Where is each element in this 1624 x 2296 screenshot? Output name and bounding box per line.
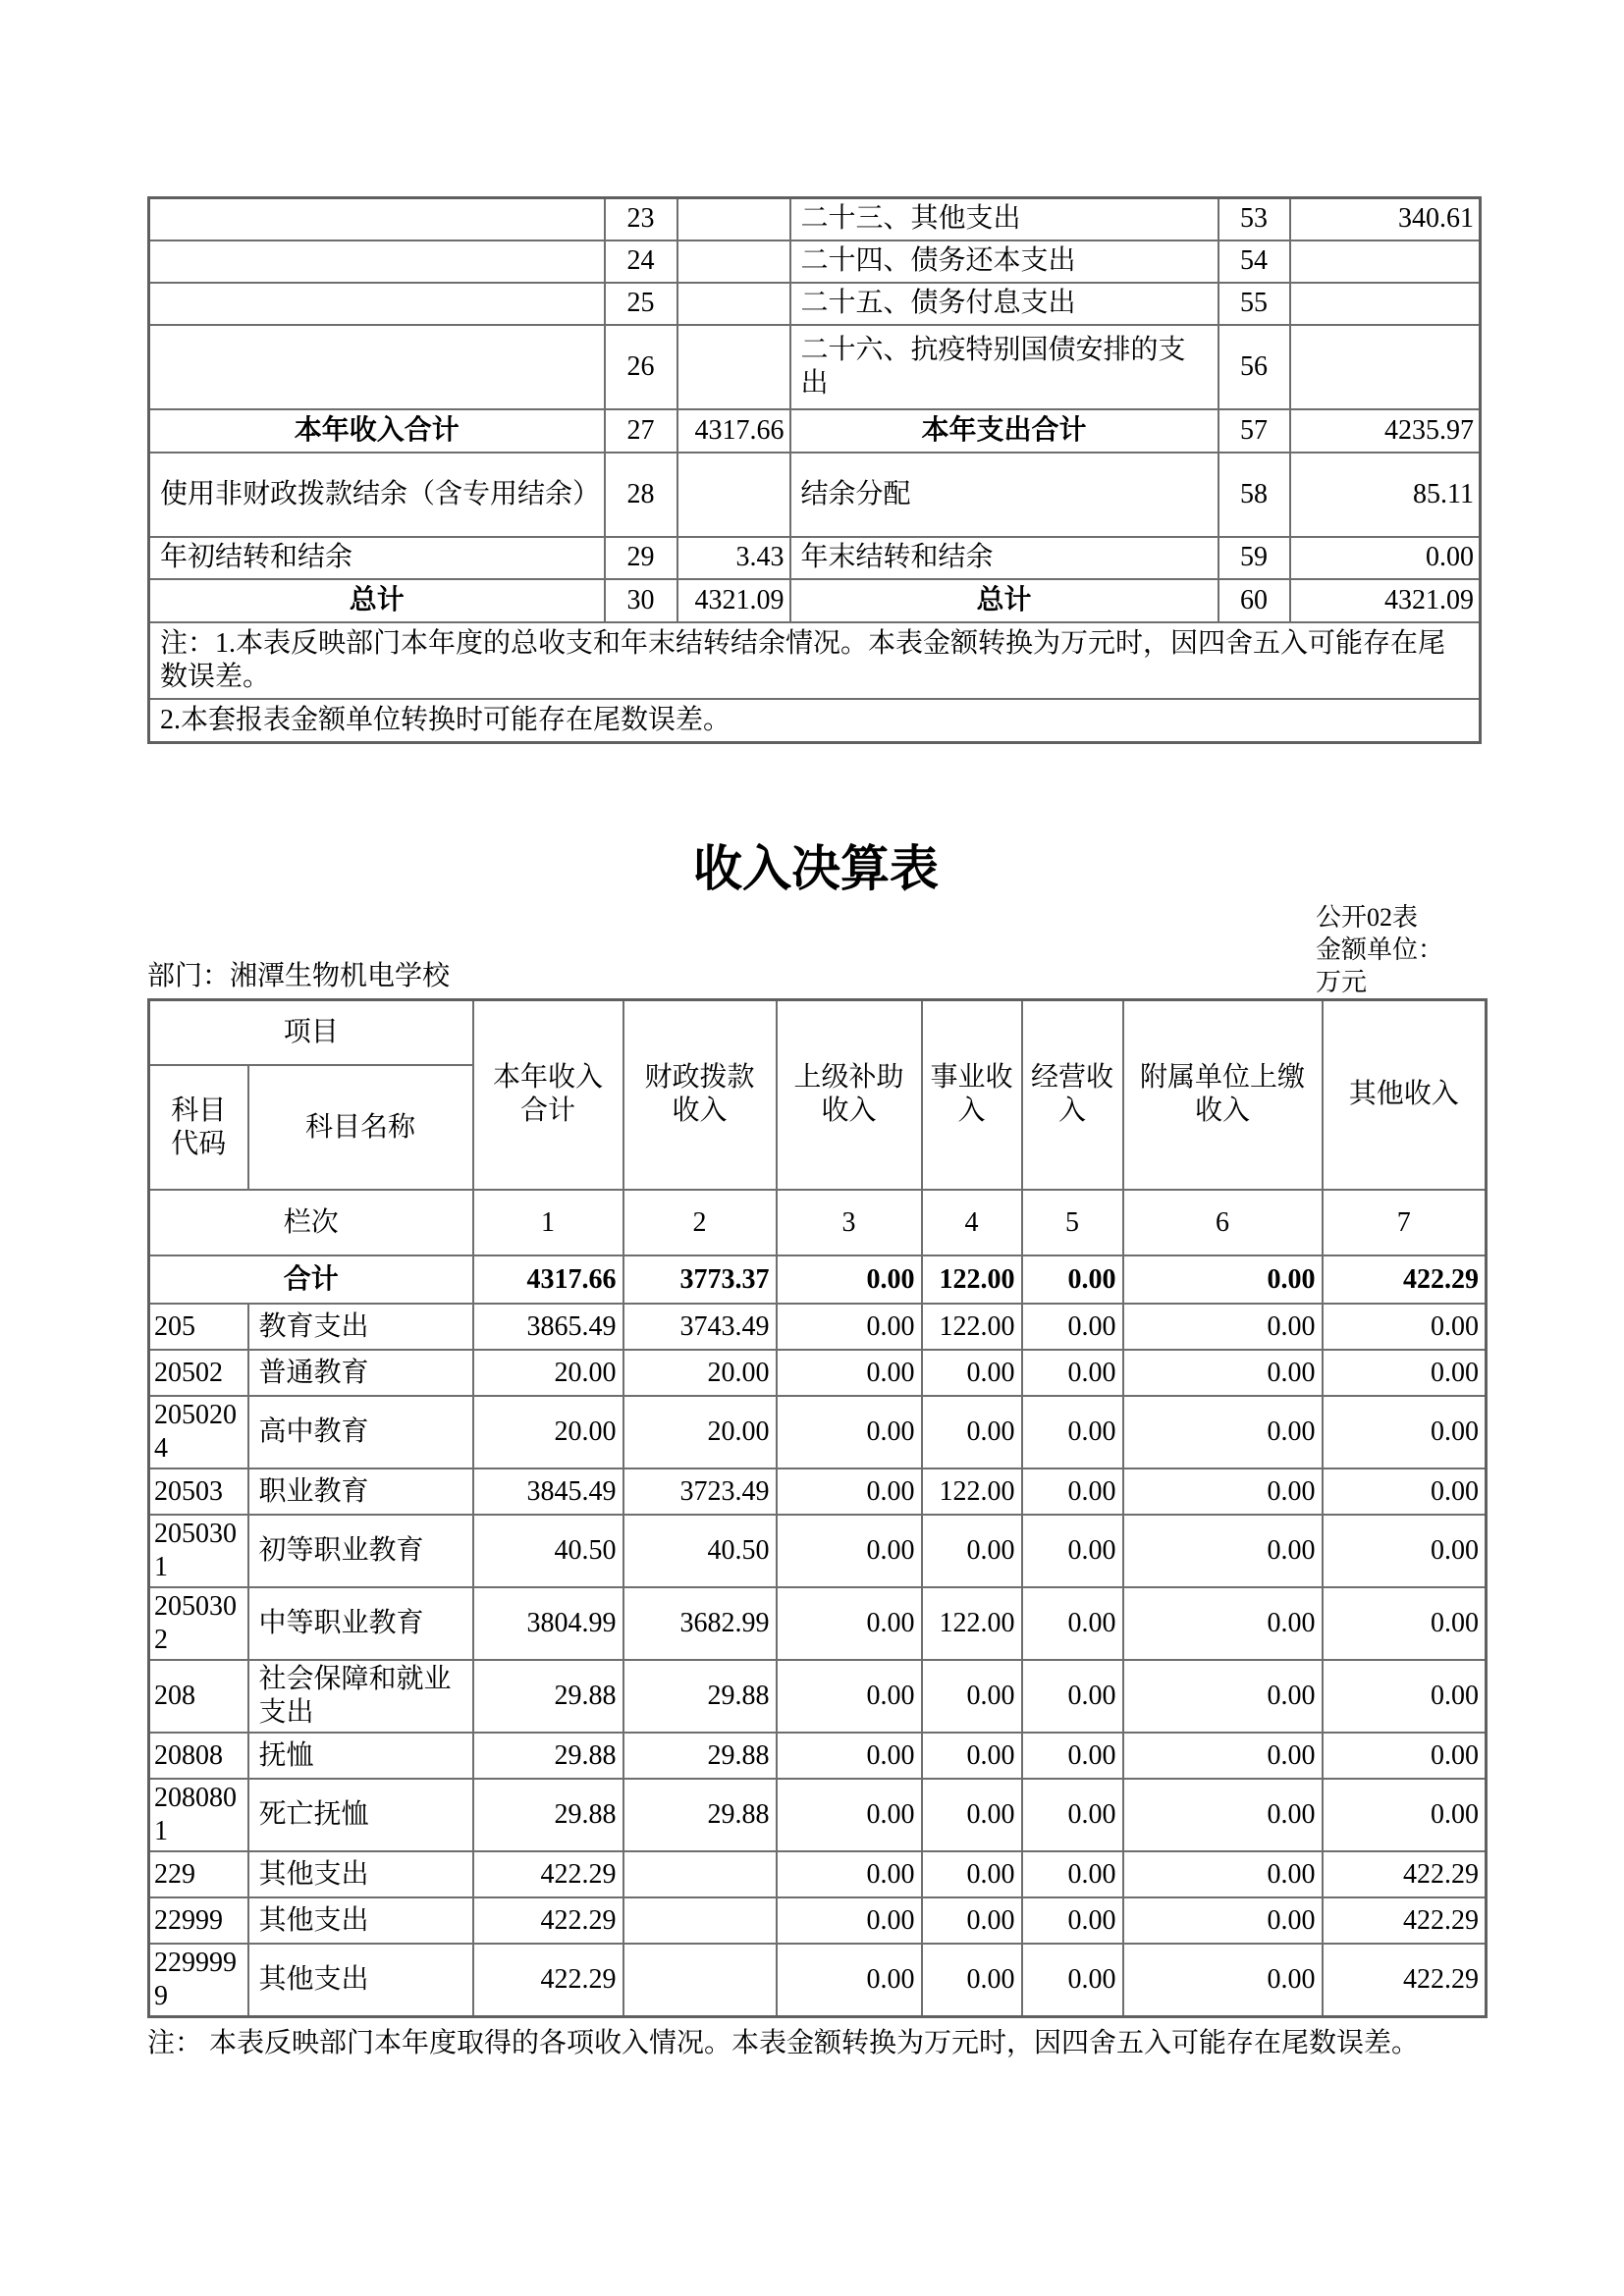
income-item-cell — [149, 198, 605, 240]
table-row — [149, 1660, 1487, 1733]
value-cell: 0.00 — [777, 1255, 922, 1304]
value-cell: 0.00 — [1123, 1587, 1323, 1660]
value-cell: 29.88 — [623, 1660, 777, 1733]
value-cell: 0.00 — [1022, 1468, 1123, 1515]
subject-name-cell: 初等职业教育 — [248, 1515, 473, 1587]
value-cell: 29.88 — [623, 1733, 777, 1779]
value-cell: 0.00 — [1123, 1779, 1323, 1851]
line-no-cell: 59 — [1218, 537, 1290, 579]
subject-name-cell: 其他支出 — [248, 1851, 473, 1897]
line-no-cell: 23 — [605, 198, 677, 240]
value-cell: 122.00 — [922, 1468, 1022, 1515]
table-row — [149, 1304, 1487, 1350]
value-cell: 0.00 — [1022, 1396, 1123, 1468]
income-item-cell: 年初结转和结余 — [149, 537, 605, 579]
subject-code-cell: 2050302 — [149, 1587, 248, 1660]
value-cell: 29.88 — [623, 1779, 777, 1851]
value-cell — [623, 1944, 777, 2017]
lane-number: 4 — [922, 1190, 1022, 1255]
value-cell: 29.88 — [473, 1733, 623, 1779]
expense-item-cell: 二十五、债务付息支出 — [790, 283, 1218, 325]
value-cell: 0.00 — [1022, 1851, 1123, 1897]
total-label: 合计 — [149, 1255, 473, 1304]
table-row — [149, 1468, 1487, 1515]
line-no-cell: 25 — [605, 283, 677, 325]
subject-name-cell: 中等职业教育 — [248, 1587, 473, 1660]
amount-cell: 4235.97 — [1290, 409, 1481, 453]
amount-cell: 340.61 — [1290, 198, 1481, 240]
expense-item-cell: 二十四、债务还本支出 — [790, 240, 1218, 283]
value-cell: 0.00 — [777, 1304, 922, 1350]
line-no-cell: 57 — [1218, 409, 1290, 453]
value-cell: 0.00 — [777, 1468, 922, 1515]
subject-name-cell: 死亡抚恤 — [248, 1779, 473, 1851]
value-cell: 0.00 — [1123, 1897, 1323, 1944]
value-cell: 0.00 — [922, 1350, 1022, 1396]
value-cell: 40.50 — [473, 1515, 623, 1587]
income-item-cell — [149, 325, 605, 409]
income-item-cell — [149, 283, 605, 325]
lane-number: 6 — [1123, 1190, 1323, 1255]
value-cell: 0.00 — [1123, 1396, 1323, 1468]
value-cell: 0.00 — [1323, 1468, 1487, 1515]
value-cell: 0.00 — [777, 1944, 922, 2017]
value-cell: 29.88 — [473, 1660, 623, 1733]
value-cell: 0.00 — [1022, 1350, 1123, 1396]
subject-code-cell: 2299999 — [149, 1944, 248, 2017]
table-row — [149, 537, 1481, 579]
value-cell: 0.00 — [1323, 1660, 1487, 1733]
line-no-cell: 28 — [605, 453, 677, 537]
value-cell: 0.00 — [1123, 1468, 1323, 1515]
table-row — [149, 622, 1481, 699]
subject-name-cell: 其他支出 — [248, 1944, 473, 2017]
amount-cell — [677, 198, 790, 240]
amount-cell — [677, 325, 790, 409]
subject-name-cell: 抚恤 — [248, 1733, 473, 1779]
department-label: 部门：湘潭生物机电学校 — [147, 960, 451, 991]
project-header: 项目 — [149, 999, 473, 1065]
value-cell: 3682.99 — [623, 1587, 777, 1660]
value-cell: 40.50 — [623, 1515, 777, 1587]
table-row — [149, 409, 1481, 453]
value-cell: 20.00 — [473, 1350, 623, 1396]
lane-number: 7 — [1323, 1190, 1487, 1255]
value-cell: 0.00 — [777, 1851, 922, 1897]
table-row — [149, 453, 1481, 537]
line-no-cell: 24 — [605, 240, 677, 283]
line-no-cell: 26 — [605, 325, 677, 409]
value-cell: 0.00 — [1123, 1255, 1323, 1304]
amount-cell — [1290, 325, 1481, 409]
table-meta-block — [1316, 901, 1485, 998]
value-cell: 3723.49 — [623, 1468, 777, 1515]
table-code-label: 公开02表 — [1316, 902, 1419, 932]
table-meta-row — [147, 901, 1485, 998]
subject-code-cell: 22999 — [149, 1897, 248, 1944]
subject-code-header: 科目代码 — [149, 1065, 248, 1190]
table-row — [149, 1897, 1487, 1944]
amount-cell: 3.43 — [677, 537, 790, 579]
income-item-cell: 使用非财政拨款结余（含专用结余） — [149, 453, 605, 537]
lane-number: 2 — [623, 1190, 777, 1255]
value-cell: 422.29 — [1323, 1851, 1487, 1897]
expense-item-cell: 二十三、其他支出 — [790, 198, 1218, 240]
subject-code-cell: 2080801 — [149, 1779, 248, 1851]
value-cell: 422.29 — [473, 1944, 623, 2017]
value-cell: 0.00 — [777, 1515, 922, 1587]
value-cell: 122.00 — [922, 1255, 1022, 1304]
lane-header: 栏次 — [149, 1190, 473, 1255]
table-row — [149, 1733, 1487, 1779]
expense-total-label: 本年支出合计 — [790, 409, 1218, 453]
amount-cell — [677, 453, 790, 537]
value-cell: 0.00 — [1323, 1350, 1487, 1396]
column-header-affiliate-remittance: 附属单位上缴收入 — [1123, 999, 1323, 1190]
value-cell: 0.00 — [1123, 1944, 1323, 2017]
expense-item-cell: 年末结转和结余 — [790, 537, 1218, 579]
grand-total-label: 总计 — [790, 579, 1218, 622]
value-cell: 3845.49 — [473, 1468, 623, 1515]
line-no-cell: 29 — [605, 537, 677, 579]
value-cell: 0.00 — [1323, 1779, 1487, 1851]
subject-code-cell: 208 — [149, 1660, 248, 1733]
subject-name-cell: 其他支出 — [248, 1897, 473, 1944]
table-header-row — [149, 1190, 1487, 1255]
value-cell: 29.88 — [473, 1779, 623, 1851]
amount-cell: 4317.66 — [677, 409, 790, 453]
amount-cell: 0.00 — [1290, 537, 1481, 579]
expense-item-cell: 二十六、抗疫特别国债安排的支出 — [790, 325, 1218, 409]
value-cell: 0.00 — [922, 1515, 1022, 1587]
table-row-total — [149, 1255, 1487, 1304]
line-no-cell: 53 — [1218, 198, 1290, 240]
value-cell: 0.00 — [777, 1897, 922, 1944]
subject-name-header: 科目名称 — [248, 1065, 473, 1190]
value-cell: 0.00 — [777, 1396, 922, 1468]
subject-code-cell: 20503 — [149, 1468, 248, 1515]
value-cell: 422.29 — [473, 1897, 623, 1944]
value-cell: 3773.37 — [623, 1255, 777, 1304]
value-cell: 0.00 — [777, 1350, 922, 1396]
value-cell: 0.00 — [1022, 1587, 1123, 1660]
value-cell: 0.00 — [922, 1660, 1022, 1733]
subject-name-cell: 职业教育 — [248, 1468, 473, 1515]
subject-name-cell: 高中教育 — [248, 1396, 473, 1468]
table-row — [149, 325, 1481, 409]
value-cell: 0.00 — [1323, 1304, 1487, 1350]
value-cell: 0.00 — [922, 1851, 1022, 1897]
grand-total-label: 总计 — [149, 579, 605, 622]
subject-code-cell: 2050301 — [149, 1515, 248, 1587]
value-cell: 0.00 — [777, 1779, 922, 1851]
value-cell: 122.00 — [922, 1304, 1022, 1350]
column-header-total-income: 本年收入合计 — [473, 999, 623, 1190]
value-cell: 122.00 — [922, 1587, 1022, 1660]
line-no-cell: 30 — [605, 579, 677, 622]
table-row — [149, 240, 1481, 283]
unit-value: 万元 — [1316, 967, 1368, 996]
column-header-operational-income: 事业收入 — [922, 999, 1022, 1190]
lane-number: 3 — [777, 1190, 922, 1255]
value-cell: 0.00 — [1123, 1660, 1323, 1733]
value-cell: 0.00 — [922, 1733, 1022, 1779]
summary-balance-table — [147, 196, 1482, 744]
amount-cell — [1290, 283, 1481, 325]
amount-cell — [677, 240, 790, 283]
amount-cell — [1290, 240, 1481, 283]
value-cell: 0.00 — [1323, 1733, 1487, 1779]
table-row — [149, 699, 1481, 743]
value-cell: 0.00 — [1022, 1944, 1123, 2017]
table-row — [149, 1515, 1487, 1587]
line-no-cell: 55 — [1218, 283, 1290, 325]
table-note-1: 注：1.本表反映部门本年度的总收支和年末结转结余情况。本表金额转换为万元时，因四舍五入可能存在尾数误差。 — [149, 622, 1481, 699]
amount-cell: 4321.09 — [1290, 579, 1481, 622]
value-cell: 0.00 — [1022, 1779, 1123, 1851]
value-cell — [623, 1851, 777, 1897]
table-header-row — [149, 999, 1487, 1065]
value-cell: 0.00 — [1123, 1350, 1323, 1396]
value-cell: 0.00 — [1022, 1733, 1123, 1779]
value-cell — [623, 1897, 777, 1944]
line-no-cell: 54 — [1218, 240, 1290, 283]
table-row — [149, 1587, 1487, 1660]
table-note-2: 2.本套报表金额单位转换时可能存在尾数误差。 — [149, 699, 1481, 743]
value-cell: 0.00 — [1123, 1733, 1323, 1779]
value-cell: 20.00 — [623, 1350, 777, 1396]
page-title: 收入决算表 — [693, 840, 939, 896]
table-row — [149, 579, 1481, 622]
subject-code-cell: 20808 — [149, 1733, 248, 1779]
line-no-cell: 56 — [1218, 325, 1290, 409]
value-cell: 0.00 — [1123, 1851, 1323, 1897]
value-cell: 3743.49 — [623, 1304, 777, 1350]
value-cell: 3804.99 — [473, 1587, 623, 1660]
subject-code-cell: 20502 — [149, 1350, 248, 1396]
value-cell: 0.00 — [1022, 1515, 1123, 1587]
amount-cell — [677, 283, 790, 325]
subject-code-cell: 2050204 — [149, 1396, 248, 1468]
value-cell: 0.00 — [1022, 1660, 1123, 1733]
value-cell: 422.29 — [1323, 1255, 1487, 1304]
value-cell: 0.00 — [922, 1396, 1022, 1468]
income-table-note: 注： 本表反映部门本年度取得的各项收入情况。本表金额转换为万元时，因四舍五入可能存在尾数误差。 — [147, 2028, 1420, 2058]
income-table — [147, 998, 1488, 2019]
value-cell: 0.00 — [922, 1897, 1022, 1944]
table-row — [149, 1350, 1487, 1396]
lane-number: 1 — [473, 1190, 623, 1255]
column-header-business-income: 经营收入 — [1022, 999, 1123, 1190]
value-cell: 0.00 — [777, 1587, 922, 1660]
value-cell: 0.00 — [1323, 1515, 1487, 1587]
subject-code-cell: 205 — [149, 1304, 248, 1350]
amount-cell: 4321.09 — [677, 579, 790, 622]
line-no-cell: 58 — [1218, 453, 1290, 537]
value-cell: 422.29 — [1323, 1897, 1487, 1944]
income-item-cell — [149, 240, 605, 283]
income-total-label: 本年收入合计 — [149, 409, 605, 453]
subject-name-cell: 教育支出 — [248, 1304, 473, 1350]
value-cell: 0.00 — [1022, 1304, 1123, 1350]
value-cell: 0.00 — [1323, 1587, 1487, 1660]
amount-cell: 85.11 — [1290, 453, 1481, 537]
column-header-superior-subsidy: 上级补助收入 — [777, 999, 922, 1190]
expense-item-cell: 结余分配 — [790, 453, 1218, 537]
value-cell: 0.00 — [1022, 1255, 1123, 1304]
value-cell: 0.00 — [922, 1779, 1022, 1851]
table-row — [149, 198, 1481, 240]
value-cell: 0.00 — [1123, 1515, 1323, 1587]
line-no-cell: 27 — [605, 409, 677, 453]
value-cell: 0.00 — [1123, 1304, 1323, 1350]
table-row — [149, 283, 1481, 325]
value-cell: 20.00 — [623, 1396, 777, 1468]
table-row — [149, 1944, 1487, 2017]
value-cell: 0.00 — [777, 1733, 922, 1779]
subject-code-cell: 229 — [149, 1851, 248, 1897]
table-row — [149, 1851, 1487, 1897]
lane-number: 5 — [1022, 1190, 1123, 1255]
value-cell: 4317.66 — [473, 1255, 623, 1304]
subject-name-cell: 普通教育 — [248, 1350, 473, 1396]
column-header-other-income: 其他收入 — [1323, 999, 1487, 1190]
value-cell: 422.29 — [1323, 1944, 1487, 2017]
line-no-cell: 60 — [1218, 579, 1290, 622]
unit-label: 金额单位： — [1316, 934, 1444, 964]
value-cell: 0.00 — [1323, 1396, 1487, 1468]
subject-name-cell: 社会保障和就业支出 — [248, 1660, 473, 1733]
value-cell: 0.00 — [777, 1660, 922, 1733]
column-header-fiscal-appropriation: 财政拨款收入 — [623, 999, 777, 1190]
value-cell: 3865.49 — [473, 1304, 623, 1350]
value-cell: 422.29 — [473, 1851, 623, 1897]
table-row — [149, 1779, 1487, 1851]
table-row — [149, 1396, 1487, 1468]
value-cell: 0.00 — [1022, 1897, 1123, 1944]
value-cell: 20.00 — [473, 1396, 623, 1468]
value-cell: 0.00 — [922, 1944, 1022, 2017]
